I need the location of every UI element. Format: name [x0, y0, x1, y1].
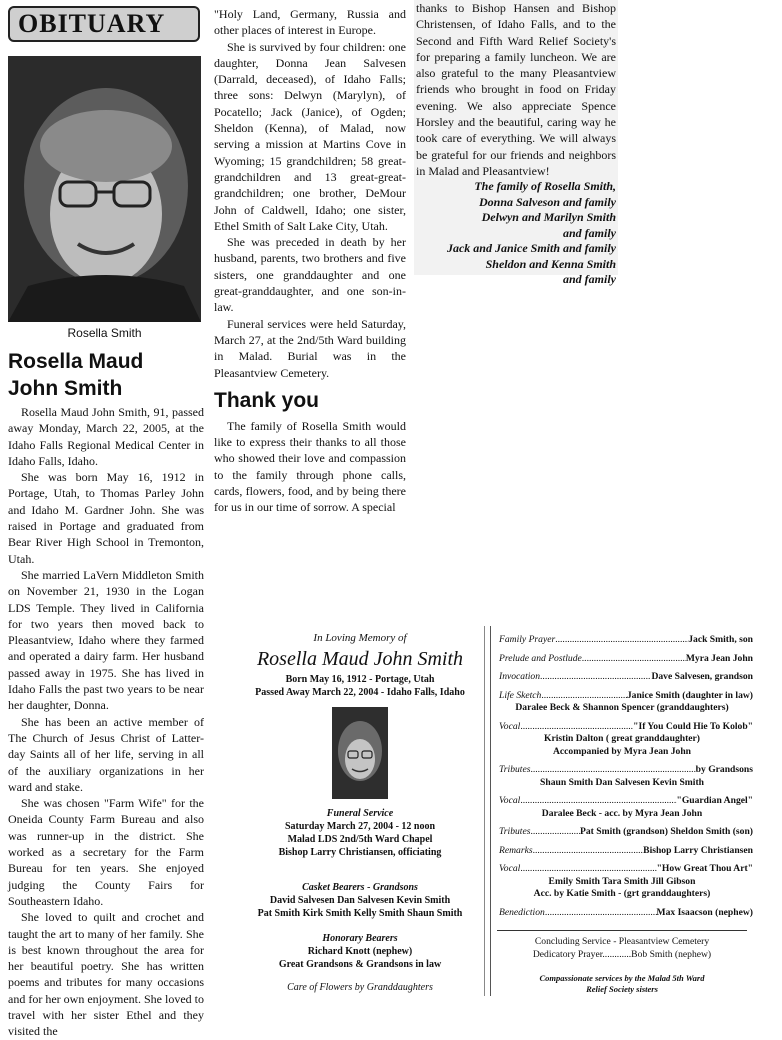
leader-dots [533, 845, 644, 858]
program-item-value: Jack Smith, son [688, 634, 753, 645]
program-item-value: Janice Smith (daughter in law) [626, 689, 753, 701]
program-item-value: "How Great Thou Art" [656, 863, 753, 874]
leader-dots [541, 690, 626, 703]
program-item [491, 721, 753, 734]
program-item [491, 795, 753, 808]
signature-line: and family [563, 272, 616, 287]
passed-line: Passed Away March 22, 2004 - Idaho Falls, Idaho [255, 687, 465, 698]
program-item-detail: Shaun Smith Dan Salvesen Kevin Smith [540, 776, 704, 788]
divider [497, 930, 747, 931]
concluding-line: Concluding Service - Pleasantview Cemetery [534, 936, 710, 947]
headline-line: John Smith [8, 377, 123, 400]
program-items [491, 634, 753, 925]
program-item [491, 671, 753, 684]
leader-dots [520, 863, 656, 876]
program-item-detail: Daralee Beck - acc. by Myra Jean John [541, 807, 703, 819]
program-item-value: Max Isaacson (nephew) [656, 906, 753, 918]
program-item [491, 634, 753, 647]
program-item-value: "Guardian Angel" [676, 795, 753, 806]
paragraph: She was born May 16, 1912 in Portage, Utah, to Thomas Parley John and Idaho M. Gardner John. She was raised in Portage and graduated from Bear River High School in Tremonton, Utah. [8, 470, 204, 566]
paragraph: Rosella Maud John Smith, 91, passed away Monday, March 22, 2005, at the Idaho Falls Regional Medical Center in Idaho Falls, Idaho. [8, 405, 204, 468]
program-item [491, 845, 753, 858]
footer-note: Compassionate services by the Malad 5th Ward [539, 973, 705, 983]
program-item [491, 826, 753, 839]
program-item-label: Prelude and Postlude [499, 652, 582, 664]
paragraph: She has been an active member of The Church of Jesus Christ of Latter-day Saints all of her life, serving in all of the auxiliary organizations in her ward and stake. [8, 714, 204, 794]
flowers-line: Care of Flowers by Granddaughters [287, 982, 433, 993]
signature-line: and family [563, 225, 616, 240]
portrait-illustration [8, 56, 201, 322]
headline-line: Rosella Maud [8, 350, 144, 373]
thank-you-paragraph: The family of Rosella Smith would like to express their thanks to all those who showed their love and compassion to the family through phone calls, cards, flowers, food, and by being there for us in our time of sorrow. A special [214, 418, 406, 515]
thank-you-heading: Thank you [214, 388, 320, 412]
leader-dots [545, 907, 657, 920]
leader-dots [520, 721, 633, 734]
leader-dots [530, 764, 695, 777]
paragraph: She married LaVern Middleton Smith on November 21, 1930 in the Logan LDS Temple. They lived in California for two years then moved back to Pleasantview, Idaho where they farmed and operated a dairy farm. Her husband passed away in 1975. She has lived in Idaho Falls the past two years to be near her daughter, Donna. [8, 567, 204, 713]
program-item-value: "If You Could Hie To Kolob" [633, 720, 753, 732]
program-item-label: Life Sketch [499, 689, 542, 701]
honorary-line: Richard Knott (nephew) [307, 946, 413, 957]
portrait-photo [8, 56, 201, 322]
program-order [490, 626, 753, 996]
leader-dots [582, 653, 686, 666]
program-item-label: Vocal [499, 863, 521, 874]
program-item-detail: Kristin Dalton ( great granddaughter) [544, 733, 700, 744]
dedicatory-line: Dedicatory Prayer............Bob Smith (nephew) [532, 948, 712, 960]
program-cover [236, 626, 485, 996]
leader-dots [555, 634, 688, 647]
obituary-column-2 [214, 6, 406, 516]
service-heading: Funeral Service [326, 808, 394, 819]
casket-line: David Salvesen Dan Salvesen Kevin Smith [269, 895, 451, 906]
service-line: Bishop Larry Christiansen, officiating [278, 847, 442, 858]
signature-line: Donna Salveson and family [478, 194, 616, 209]
casket-heading: Casket Bearers - Grandsons [302, 882, 418, 893]
leader-dots [520, 795, 676, 808]
program-name: Rosella Maud John Smith [256, 648, 464, 670]
program-item [491, 764, 753, 777]
program-item-label: Family Prayer [499, 634, 556, 645]
program-item-value: Dave Salvesen, grandson [651, 671, 753, 682]
paragraph: Funeral services were held Saturday, March 27, at the 2nd/5th Ward building in Malad. Burial was in the Pleasantview Cemetery. [214, 316, 406, 380]
born-line: Born May 16, 1912 - Portage, Utah [285, 674, 435, 685]
program-photo [332, 707, 388, 799]
program-item [491, 653, 753, 666]
program-item-detail: Daralee Beck & Shannon Spencer (granddaughters) [515, 702, 729, 713]
program-item-label: Vocal [499, 720, 521, 732]
program-item-detail: Accompanied by Myra Jean John [552, 745, 692, 757]
program-photo-illustration [332, 707, 388, 799]
program-item-value: Pat Smith (grandson) Sheldon Smith (son) [580, 826, 753, 837]
service-line: Malad LDS 2nd/5th Ward Chapel [287, 834, 433, 845]
program-item-label: Remarks [499, 844, 533, 856]
program-item [491, 907, 753, 920]
footer-note: Relief Society sisters [586, 984, 658, 994]
program-item-label: Tributes [499, 764, 531, 775]
program-item-label: Tributes [499, 826, 531, 837]
obituary-headline [8, 348, 203, 402]
honorary-line: Great Grandsons & Grandsons in law [278, 959, 442, 970]
program-item [491, 690, 753, 703]
program-item-value: by Grandsons [695, 764, 753, 775]
paragraph: "Holy Land, Germany, Russia and other places of interest in Europe. [214, 7, 406, 38]
program-item [491, 863, 753, 876]
program-item-label: Benediction [499, 906, 545, 918]
paragraph: She was chosen "Farm Wife" for the Oneida County Farm Bureau and also was runner-up in the district. She worked as a secretary for the Farm Bureau for ten years. She enjoyed judging the County Fairs for Southeastern Idaho. [8, 796, 204, 908]
program-item-label: Vocal [499, 795, 521, 806]
leader-dots [530, 826, 580, 839]
paragraph: She was preceded in death by her husband, parents, two brothers and five sisters, one granddaughter and one great-granddaughter, and one son-in-law. [214, 235, 406, 315]
service-line: Saturday March 27, 2004 - 12 noon [284, 821, 436, 832]
obituary-column-1 [8, 404, 204, 1040]
photo-caption: Rosella Smith [67, 326, 142, 340]
program-item-detail: Emily Smith Tara Smith Jill Gibson [548, 875, 696, 887]
signature-line: Jack and Janice Smith and family [446, 241, 616, 256]
paragraph: She is survived by four children: one daughter, Donna Jean Salvesen (Darrald, deceased), of Idaho Falls; three sons: Delwyn (Marylyn), of Pocatello; Jack (Janice), of Ogden; Sheldon (Kenna), of Malad, now serving a mission at Martins Cove in Wyoming; 15 grandchildren; 58 great-grandchildren and 13 great-great-grandchildren; one brother, DeMour John of Caldwell, Idaho; one sister, Ethel Smith of Salt Lake City, Utah. [214, 39, 406, 233]
in-memory-label: In Loving Memory of [313, 632, 407, 644]
signature-line: Sheldon and Kenna Smith [485, 256, 616, 271]
casket-line: Pat Smith Kirk Smith Kelly Smith Shaun Smith [257, 908, 463, 919]
leader-dots [540, 671, 651, 684]
program-item-value: Bishop Larry Christiansen [643, 844, 753, 856]
paragraph: She loved to quilt and crochet and taught the art to many of her family. She is best known throughout the area for her beautiful poetry. She has written poems and tributes for many occasions and for her own enjoyment. She loved to travel with her sister Ethel and they visited the [8, 910, 204, 1039]
paragraph: thanks to Bishop Hansen and Bishop Christensen, of Idaho Falls, and to the Second and Fifth Ward Relief Society's for preparing a family luncheon. We are also grateful to the many Pleasantview friends who brought in food on Friday evening. We also appreciate Spence Horsley and the beautiful, caring way he took care of everything. We will always be grateful for our friends and neighbors in Malad and Pleasantview! [416, 1, 616, 178]
obituary-banner: OBITUARY [8, 6, 200, 42]
program-item-detail: Acc. by Katie Smith - (grt granddaughters) [533, 888, 711, 899]
program-item-value: Myra Jean John [685, 652, 753, 664]
program-item-label: Invocation [499, 671, 541, 682]
signature-line: The family of Rosella Smith, [474, 179, 616, 194]
signature-line: Delwyn and Marilyn Smith [481, 210, 616, 225]
honorary-heading: Honorary Bearers [322, 933, 398, 944]
thank-you-continued [414, 0, 618, 287]
